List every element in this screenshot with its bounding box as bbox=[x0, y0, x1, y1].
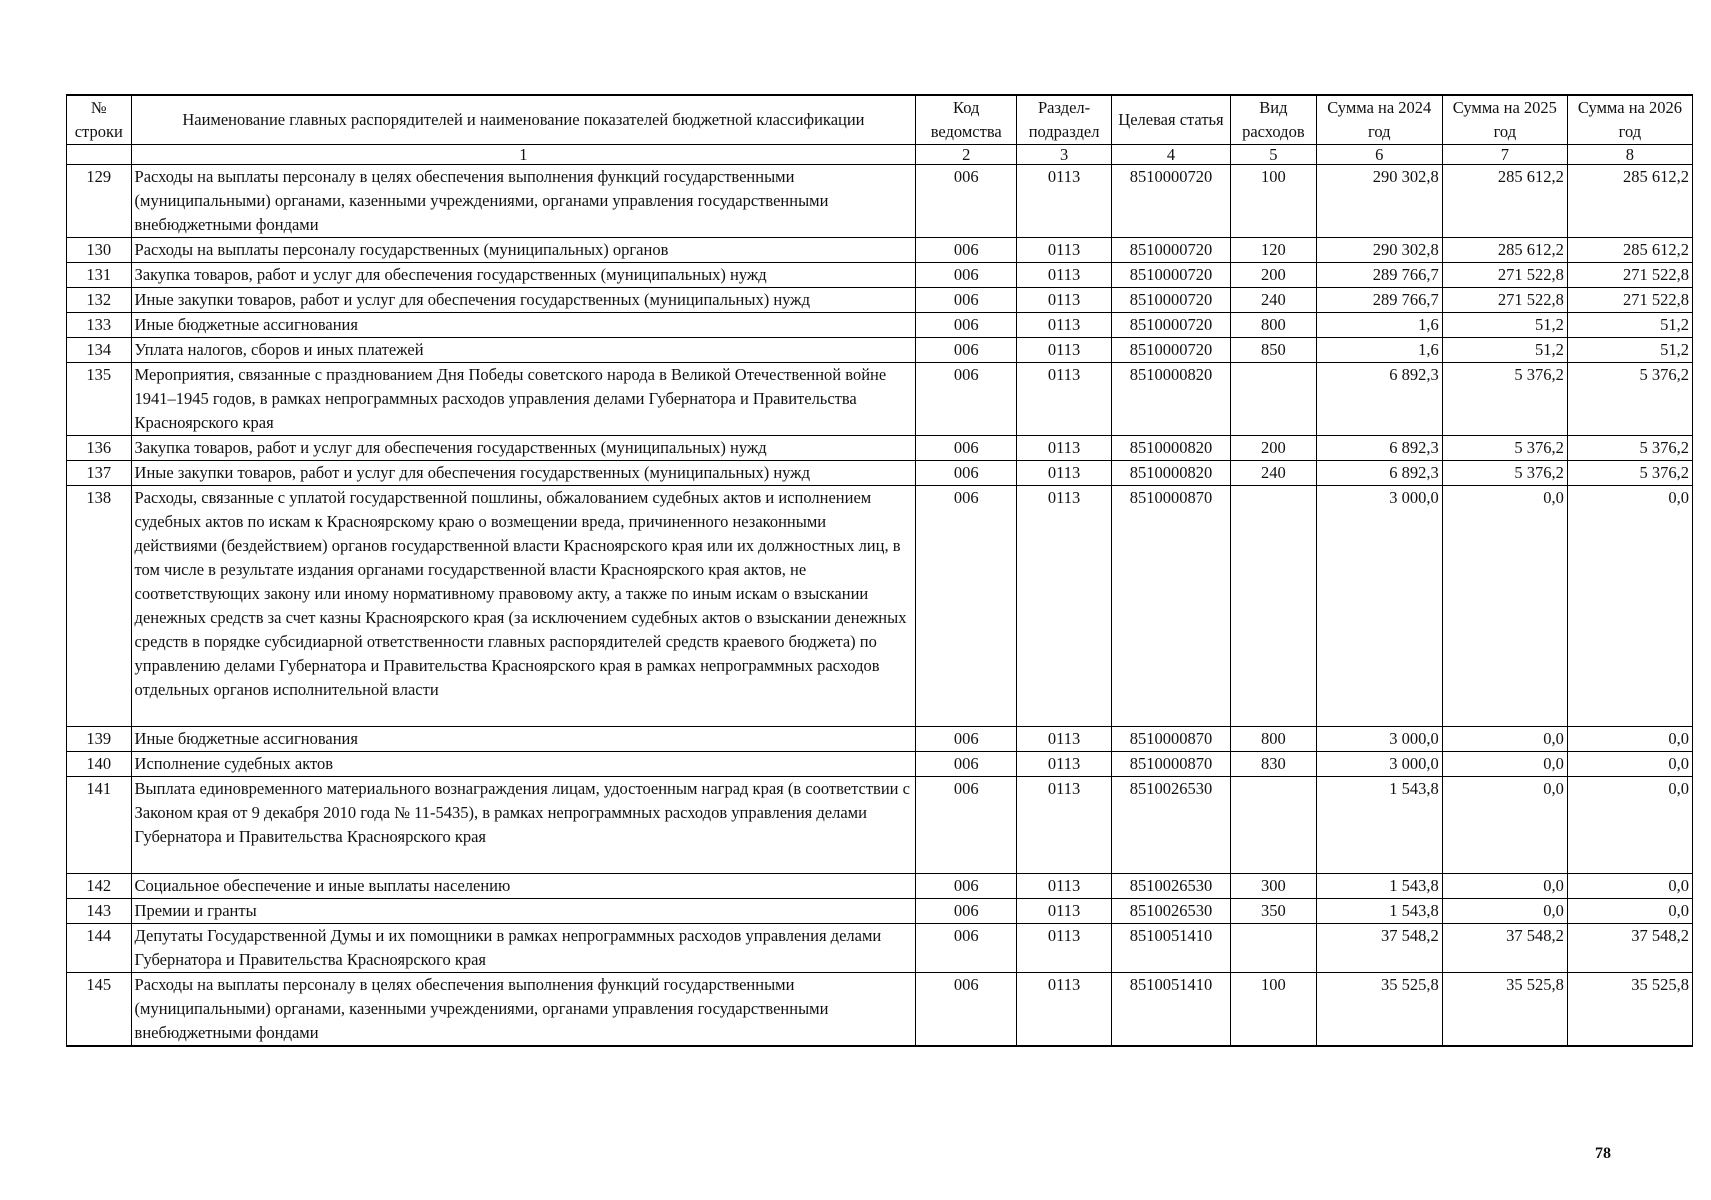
section-code: 0113 bbox=[1017, 924, 1112, 973]
section-code: 0113 bbox=[1017, 363, 1112, 436]
budget-table bbox=[66, 94, 1693, 1047]
section-code: 0113 bbox=[1017, 436, 1112, 461]
sum-2024: 1,6 bbox=[1316, 313, 1442, 338]
table-row bbox=[67, 973, 1693, 1047]
sum-2026: 5 376,2 bbox=[1567, 436, 1692, 461]
row-number: 135 bbox=[67, 363, 132, 436]
target-article: 8510000870 bbox=[1111, 486, 1230, 727]
row-name: Расходы на выплаты персоналу в целях обеспечения выполнения функций государственными (муниципальными) органами, казенными учреждениями, органами управления государственными внебюджетными фондами bbox=[131, 165, 916, 238]
expense-type: 200 bbox=[1230, 436, 1316, 461]
sum-2025: 37 548,2 bbox=[1442, 924, 1567, 973]
expense-type bbox=[1230, 486, 1316, 727]
table-row bbox=[67, 165, 1693, 238]
sum-2025: 0,0 bbox=[1442, 899, 1567, 924]
row-name: Уплата налогов, сборов и иных платежей bbox=[131, 338, 916, 363]
sum-2026: 5 376,2 bbox=[1567, 461, 1692, 486]
row-number: 137 bbox=[67, 461, 132, 486]
row-name: Расходы на выплаты персоналу в целях обеспечения выполнения функций государственными (муниципальными) органами, казенными учреждениями, органами управления государственными внебюджетными фондами bbox=[131, 973, 916, 1047]
target-article: 8510000820 bbox=[1111, 363, 1230, 436]
sum-2024: 35 525,8 bbox=[1316, 973, 1442, 1047]
header-target-article: Целевая статья bbox=[1111, 95, 1230, 145]
row-number: 144 bbox=[67, 924, 132, 973]
department-code: 006 bbox=[916, 924, 1017, 973]
section-code: 0113 bbox=[1017, 777, 1112, 874]
department-code: 006 bbox=[916, 288, 1017, 313]
target-article: 8510000720 bbox=[1111, 288, 1230, 313]
sum-2025: 0,0 bbox=[1442, 752, 1567, 777]
table-row bbox=[67, 924, 1693, 973]
department-code: 006 bbox=[916, 461, 1017, 486]
department-code: 006 bbox=[916, 338, 1017, 363]
expense-type: 240 bbox=[1230, 288, 1316, 313]
row-name: Закупка товаров, работ и услуг для обеспечения государственных (муниципальных) нужд bbox=[131, 436, 916, 461]
page-number: 78 bbox=[1595, 1145, 1611, 1162]
row-name: Депутаты Государственной Думы и их помощники в рамках непрограммных расходов управления делами Губернатора и Правительства Красноярского края bbox=[131, 924, 916, 973]
section-code: 0113 bbox=[1017, 899, 1112, 924]
department-code: 006 bbox=[916, 727, 1017, 752]
sum-2025: 271 522,8 bbox=[1442, 288, 1567, 313]
column-numbers-row bbox=[67, 145, 1693, 165]
target-article: 8510051410 bbox=[1111, 973, 1230, 1047]
column-number: 3 bbox=[1017, 145, 1112, 165]
column-number: 5 bbox=[1230, 145, 1316, 165]
section-code: 0113 bbox=[1017, 238, 1112, 263]
expense-type: 800 bbox=[1230, 313, 1316, 338]
row-name: Иные бюджетные ассигнования bbox=[131, 727, 916, 752]
sum-2026: 0,0 bbox=[1567, 727, 1692, 752]
sum-2026: 51,2 bbox=[1567, 338, 1692, 363]
sum-2025: 5 376,2 bbox=[1442, 363, 1567, 436]
row-name: Иные бюджетные ассигнования bbox=[131, 313, 916, 338]
column-number: 8 bbox=[1567, 145, 1692, 165]
sum-2024: 289 766,7 bbox=[1316, 288, 1442, 313]
table-row bbox=[67, 263, 1693, 288]
header-section: Раздел-подраздел bbox=[1017, 95, 1112, 145]
sum-2025: 285 612,2 bbox=[1442, 238, 1567, 263]
row-number: 130 bbox=[67, 238, 132, 263]
department-code: 006 bbox=[916, 363, 1017, 436]
sum-2026: 0,0 bbox=[1567, 752, 1692, 777]
target-article: 8510000870 bbox=[1111, 727, 1230, 752]
section-code: 0113 bbox=[1017, 727, 1112, 752]
row-name: Исполнение судебных актов bbox=[131, 752, 916, 777]
table-row bbox=[67, 874, 1693, 899]
sum-2024: 1 543,8 bbox=[1316, 777, 1442, 874]
target-article: 8510000720 bbox=[1111, 238, 1230, 263]
sum-2025: 0,0 bbox=[1442, 486, 1567, 727]
department-code: 006 bbox=[916, 973, 1017, 1047]
target-article: 8510026530 bbox=[1111, 777, 1230, 874]
sum-2025: 51,2 bbox=[1442, 313, 1567, 338]
section-code: 0113 bbox=[1017, 752, 1112, 777]
row-name: Премии и гранты bbox=[131, 899, 916, 924]
target-article: 8510026530 bbox=[1111, 874, 1230, 899]
sum-2025: 35 525,8 bbox=[1442, 973, 1567, 1047]
sum-2026: 5 376,2 bbox=[1567, 363, 1692, 436]
sum-2026: 0,0 bbox=[1567, 874, 1692, 899]
target-article: 8510000720 bbox=[1111, 338, 1230, 363]
sum-2026: 35 525,8 bbox=[1567, 973, 1692, 1047]
sum-2024: 289 766,7 bbox=[1316, 263, 1442, 288]
sum-2024: 1 543,8 bbox=[1316, 874, 1442, 899]
sum-2024: 3 000,0 bbox=[1316, 486, 1442, 727]
section-code: 0113 bbox=[1017, 874, 1112, 899]
department-code: 006 bbox=[916, 874, 1017, 899]
sum-2026: 0,0 bbox=[1567, 486, 1692, 727]
target-article: 8510000820 bbox=[1111, 436, 1230, 461]
header-sum-2026: Сумма на 2026 год bbox=[1567, 95, 1692, 145]
sum-2024: 6 892,3 bbox=[1316, 363, 1442, 436]
expense-type: 350 bbox=[1230, 899, 1316, 924]
section-code: 0113 bbox=[1017, 338, 1112, 363]
expense-type: 300 bbox=[1230, 874, 1316, 899]
department-code: 006 bbox=[916, 263, 1017, 288]
row-name: Расходы, связанные с уплатой государственной пошлины, обжалованием судебных актов и исполнением судебных актов по искам к Красноярскому краю о возмещении вреда, причиненного незаконными действиями (бездействием) органов государственной власти Красноярского края или их должностных лиц, в том числе в результате издания органами государственной власти Красноярского края актов, не соответствующих закону или иному нормативному правовому акту, а также по иным искам о взыскании денежных средств за счет казны Красноярского края (за исключением судебных актов о взыскании денежных средств в порядке субсидиарной ответственности главных распорядителей средств краевого бюджета) по управлению делами Губернатора и Правительства Красноярского края в рамках непрограммных расходов отдельных органов исполнительной власти bbox=[131, 486, 916, 727]
header-sum-2024: Сумма на 2024 год bbox=[1316, 95, 1442, 145]
table-row bbox=[67, 752, 1693, 777]
row-name: Выплата единовременного материального вознаграждения лицам, удостоенным наград края (в соответствии с Законом края от 9 декабря 2010 года № 11-5435), в рамках непрограммных расходов управления делами Губернатора и Правительства Красноярского края bbox=[131, 777, 916, 874]
row-number: 143 bbox=[67, 899, 132, 924]
row-number: 142 bbox=[67, 874, 132, 899]
row-number: 141 bbox=[67, 777, 132, 874]
section-code: 0113 bbox=[1017, 461, 1112, 486]
table-row bbox=[67, 461, 1693, 486]
expense-type bbox=[1230, 777, 1316, 874]
sum-2026: 285 612,2 bbox=[1567, 165, 1692, 238]
row-name: Закупка товаров, работ и услуг для обеспечения государственных (муниципальных) нужд bbox=[131, 263, 916, 288]
expense-type: 100 bbox=[1230, 165, 1316, 238]
department-code: 006 bbox=[916, 436, 1017, 461]
sum-2025: 271 522,8 bbox=[1442, 263, 1567, 288]
sum-2024: 290 302,8 bbox=[1316, 238, 1442, 263]
table-row bbox=[67, 486, 1693, 727]
row-number: 145 bbox=[67, 973, 132, 1047]
row-number: 138 bbox=[67, 486, 132, 727]
table-row bbox=[67, 727, 1693, 752]
section-code: 0113 bbox=[1017, 313, 1112, 338]
expense-type bbox=[1230, 363, 1316, 436]
department-code: 006 bbox=[916, 777, 1017, 874]
row-name: Расходы на выплаты персоналу государственных (муниципальных) органов bbox=[131, 238, 916, 263]
expense-type: 240 bbox=[1230, 461, 1316, 486]
column-number: 7 bbox=[1442, 145, 1567, 165]
row-number: 139 bbox=[67, 727, 132, 752]
sum-2026: 0,0 bbox=[1567, 777, 1692, 874]
expense-type: 200 bbox=[1230, 263, 1316, 288]
section-code: 0113 bbox=[1017, 288, 1112, 313]
row-name: Иные закупки товаров, работ и услуг для обеспечения государственных (муниципальных) нужд bbox=[131, 288, 916, 313]
table-row bbox=[67, 338, 1693, 363]
sum-2025: 5 376,2 bbox=[1442, 436, 1567, 461]
department-code: 006 bbox=[916, 899, 1017, 924]
table-row bbox=[67, 288, 1693, 313]
header-row-number: № строки bbox=[67, 95, 132, 145]
expense-type: 120 bbox=[1230, 238, 1316, 263]
column-number bbox=[67, 145, 132, 165]
target-article: 8510000720 bbox=[1111, 313, 1230, 338]
row-name: Иные закупки товаров, работ и услуг для обеспечения государственных (муниципальных) нужд bbox=[131, 461, 916, 486]
target-article: 8510000720 bbox=[1111, 165, 1230, 238]
department-code: 006 bbox=[916, 165, 1017, 238]
sum-2024: 290 302,8 bbox=[1316, 165, 1442, 238]
sum-2026: 0,0 bbox=[1567, 899, 1692, 924]
table-row bbox=[67, 436, 1693, 461]
target-article: 8510000720 bbox=[1111, 263, 1230, 288]
table-row bbox=[67, 238, 1693, 263]
table-row bbox=[67, 777, 1693, 874]
expense-type bbox=[1230, 924, 1316, 973]
table-row bbox=[67, 313, 1693, 338]
row-number: 140 bbox=[67, 752, 132, 777]
sum-2026: 271 522,8 bbox=[1567, 263, 1692, 288]
table-body bbox=[67, 165, 1693, 1047]
column-number: 6 bbox=[1316, 145, 1442, 165]
department-code: 006 bbox=[916, 486, 1017, 727]
row-number: 134 bbox=[67, 338, 132, 363]
column-number: 1 bbox=[131, 145, 916, 165]
row-number: 136 bbox=[67, 436, 132, 461]
row-name: Социальное обеспечение и иные выплаты населению bbox=[131, 874, 916, 899]
sum-2024: 3 000,0 bbox=[1316, 727, 1442, 752]
sum-2025: 0,0 bbox=[1442, 777, 1567, 874]
expense-type: 850 bbox=[1230, 338, 1316, 363]
row-number: 133 bbox=[67, 313, 132, 338]
sum-2025: 0,0 bbox=[1442, 874, 1567, 899]
target-article: 8510000870 bbox=[1111, 752, 1230, 777]
header-name: Наименование главных распорядителей и наименование показателей бюджетной классификации bbox=[131, 95, 916, 145]
expense-type: 100 bbox=[1230, 973, 1316, 1047]
sum-2026: 37 548,2 bbox=[1567, 924, 1692, 973]
sum-2024: 3 000,0 bbox=[1316, 752, 1442, 777]
department-code: 006 bbox=[916, 238, 1017, 263]
sum-2024: 1 543,8 bbox=[1316, 899, 1442, 924]
sum-2024: 6 892,3 bbox=[1316, 436, 1442, 461]
header-department-code: Код ведомства bbox=[916, 95, 1017, 145]
column-number: 2 bbox=[916, 145, 1017, 165]
table-header-row bbox=[67, 95, 1693, 145]
department-code: 006 bbox=[916, 313, 1017, 338]
target-article: 8510051410 bbox=[1111, 924, 1230, 973]
column-number: 4 bbox=[1111, 145, 1230, 165]
section-code: 0113 bbox=[1017, 263, 1112, 288]
sum-2024: 6 892,3 bbox=[1316, 461, 1442, 486]
sum-2026: 51,2 bbox=[1567, 313, 1692, 338]
table-row bbox=[67, 899, 1693, 924]
section-code: 0113 bbox=[1017, 973, 1112, 1047]
row-number: 132 bbox=[67, 288, 132, 313]
sum-2025: 5 376,2 bbox=[1442, 461, 1567, 486]
header-expense-type: Вид расходов bbox=[1230, 95, 1316, 145]
section-code: 0113 bbox=[1017, 486, 1112, 727]
expense-type: 830 bbox=[1230, 752, 1316, 777]
row-name: Мероприятия, связанные с празднованием Дня Победы советского народа в Великой Отечественной войне 1941–1945 годов, в рамках непрограммных расходов управления делами Губернатора и Правительства Красноярского края bbox=[131, 363, 916, 436]
sum-2025: 285 612,2 bbox=[1442, 165, 1567, 238]
target-article: 8510026530 bbox=[1111, 899, 1230, 924]
header-sum-2025: Сумма на 2025 год bbox=[1442, 95, 1567, 145]
sum-2026: 271 522,8 bbox=[1567, 288, 1692, 313]
row-number: 131 bbox=[67, 263, 132, 288]
target-article: 8510000820 bbox=[1111, 461, 1230, 486]
sum-2024: 1,6 bbox=[1316, 338, 1442, 363]
row-number: 129 bbox=[67, 165, 132, 238]
sum-2025: 0,0 bbox=[1442, 727, 1567, 752]
sum-2026: 285 612,2 bbox=[1567, 238, 1692, 263]
section-code: 0113 bbox=[1017, 165, 1112, 238]
department-code: 006 bbox=[916, 752, 1017, 777]
expense-type: 800 bbox=[1230, 727, 1316, 752]
sum-2024: 37 548,2 bbox=[1316, 924, 1442, 973]
table-row bbox=[67, 363, 1693, 436]
sum-2025: 51,2 bbox=[1442, 338, 1567, 363]
